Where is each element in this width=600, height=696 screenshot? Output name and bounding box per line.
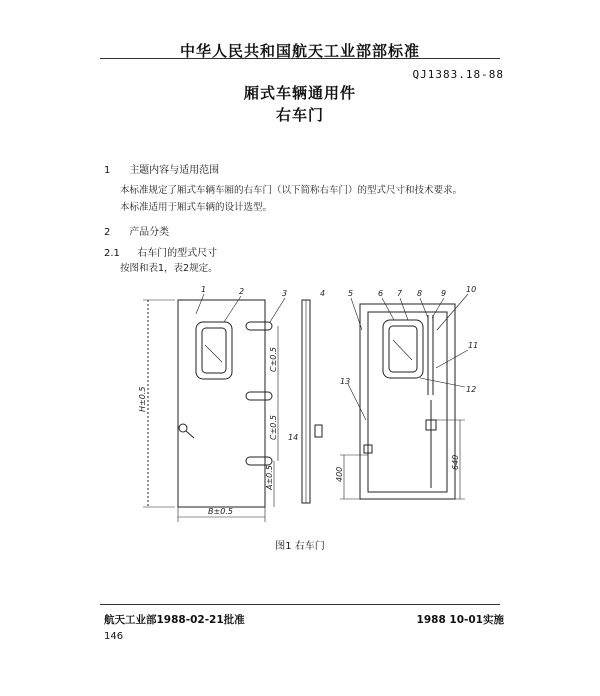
scope-paragraph-line1: 本标准规定了厢式车辆车厢的右车门（以下简称右车门）的型式尺寸和技术要求。	[120, 185, 463, 196]
issuing-organization: 中华人民共和国航天工业部部标准	[179, 42, 420, 60]
hinge-top	[246, 322, 272, 330]
section-title: 右车门的型式尺寸	[137, 248, 218, 259]
door-frame-outer	[360, 304, 455, 499]
hinge-bottom	[246, 457, 272, 465]
callout-1: 1	[201, 285, 207, 294]
callout-5: 5	[348, 289, 354, 298]
dim-a: A±0.5	[265, 465, 274, 490]
callout-9: 9	[441, 289, 447, 298]
implementation-date: 1988 10-01实施	[416, 614, 504, 626]
doc-subtitle: 右车门	[275, 106, 324, 124]
callout-12: 12	[466, 385, 477, 394]
dim-width: B±0.5	[208, 507, 233, 516]
dim-height: H±0.5	[138, 386, 147, 412]
page-number: 146	[104, 631, 124, 642]
window-inner	[202, 328, 226, 373]
approval-date: 航天工业部1988-02-21批准	[104, 614, 245, 626]
door-handle	[179, 424, 187, 432]
callout-6: 6	[378, 289, 384, 298]
dim-400: 400	[335, 466, 344, 482]
section-title: 主题内容与适用范围	[129, 165, 220, 176]
dim-c2: C±0.5	[269, 414, 278, 440]
dim-c1: C±0.5	[269, 346, 278, 372]
callout-4: 4	[320, 289, 326, 298]
callout-11: 11	[468, 341, 479, 350]
window-outer	[196, 322, 232, 379]
scope-paragraph-line2: 本标准适用于厢式车辆的设计选型。	[120, 202, 273, 213]
side-latch	[315, 425, 322, 437]
door-front-outline	[178, 300, 265, 507]
rear-window-inner	[389, 326, 417, 372]
callout-7: 7	[397, 289, 403, 298]
hinge-middle	[246, 392, 272, 400]
section-number: 1	[104, 165, 111, 176]
figure-caption: 图1 右车门	[275, 541, 325, 552]
callout-3: 3	[282, 289, 288, 298]
section-title: 产品分类	[129, 227, 170, 238]
section-number: 2	[104, 227, 111, 238]
callout-10: 10	[466, 285, 477, 294]
section-number: 2.1	[104, 248, 120, 259]
standard-number: QJ1383.18-88	[412, 68, 504, 81]
dim-640: 640	[451, 454, 460, 470]
callout-14: 14	[288, 433, 299, 442]
callout-2: 2	[239, 287, 245, 296]
callout-8: 8	[417, 289, 423, 298]
doc-title: 厢式车辆通用件	[243, 84, 356, 102]
door-frame-inner	[368, 312, 447, 492]
footer-rule	[100, 604, 500, 605]
callout-13: 13	[340, 377, 351, 386]
reference-paragraph: 按图和表1，表2规定。	[120, 263, 218, 274]
